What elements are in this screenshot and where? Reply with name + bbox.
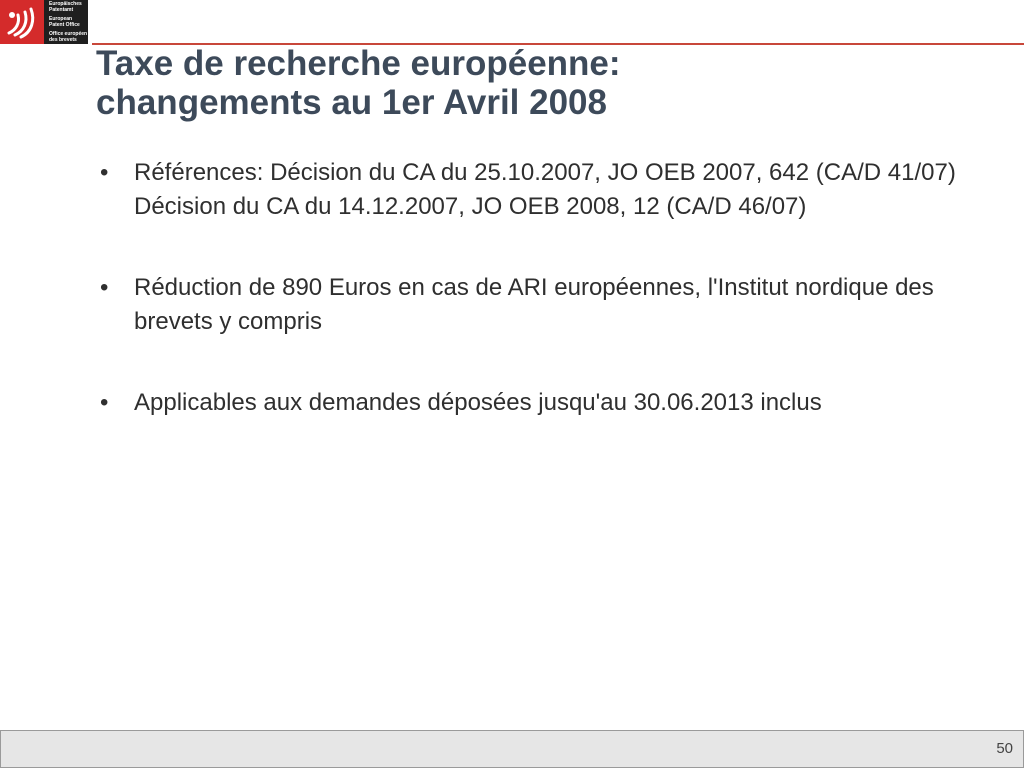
- bullet-item: [96, 386, 956, 420]
- bullet-marker: •: [100, 159, 109, 186]
- logo-text-line: des brevets: [49, 36, 77, 43]
- bullet-marker: •: [100, 274, 109, 301]
- bullet-marker: •: [100, 389, 109, 416]
- logo-text-line: Patent Office: [49, 21, 80, 28]
- bullet-list: [96, 156, 956, 467]
- logo-text-line: Patentamt: [49, 6, 74, 13]
- slide-title-line: changements au 1er Avril 2008: [96, 83, 607, 122]
- bullet-text: Applicables aux demandes déposées jusqu'au 30.06.2013 inclus: [134, 389, 822, 416]
- logo-text: [44, 2, 88, 43]
- footer-bar: [0, 730, 1024, 768]
- epo-logo: [0, 0, 88, 44]
- logo-text-line: Office européen: [49, 30, 88, 37]
- bullet-text: Références: Décision du CA du 25.10.2007, JO OEB 2007, 642 (CA/D 41/07) Décision du CA du 14.12.2007, JO OEB 2008, 12 (CA/D 46/07): [134, 159, 956, 220]
- bullet-text: Réduction de 890 Euros en cas de ARI européennes, l'Institut nordique des brevets y compris: [134, 274, 934, 335]
- bullet-item: [96, 156, 956, 224]
- epo-logo-icon: [0, 0, 44, 44]
- bullet-item: [96, 271, 956, 339]
- slide-title: [96, 44, 621, 122]
- logo-text-line: Europäisches: [49, 0, 82, 7]
- slide-title-line: Taxe de recherche européenne:: [96, 44, 621, 83]
- logo-text-line: European: [49, 15, 73, 22]
- page-number: 50: [996, 740, 1013, 757]
